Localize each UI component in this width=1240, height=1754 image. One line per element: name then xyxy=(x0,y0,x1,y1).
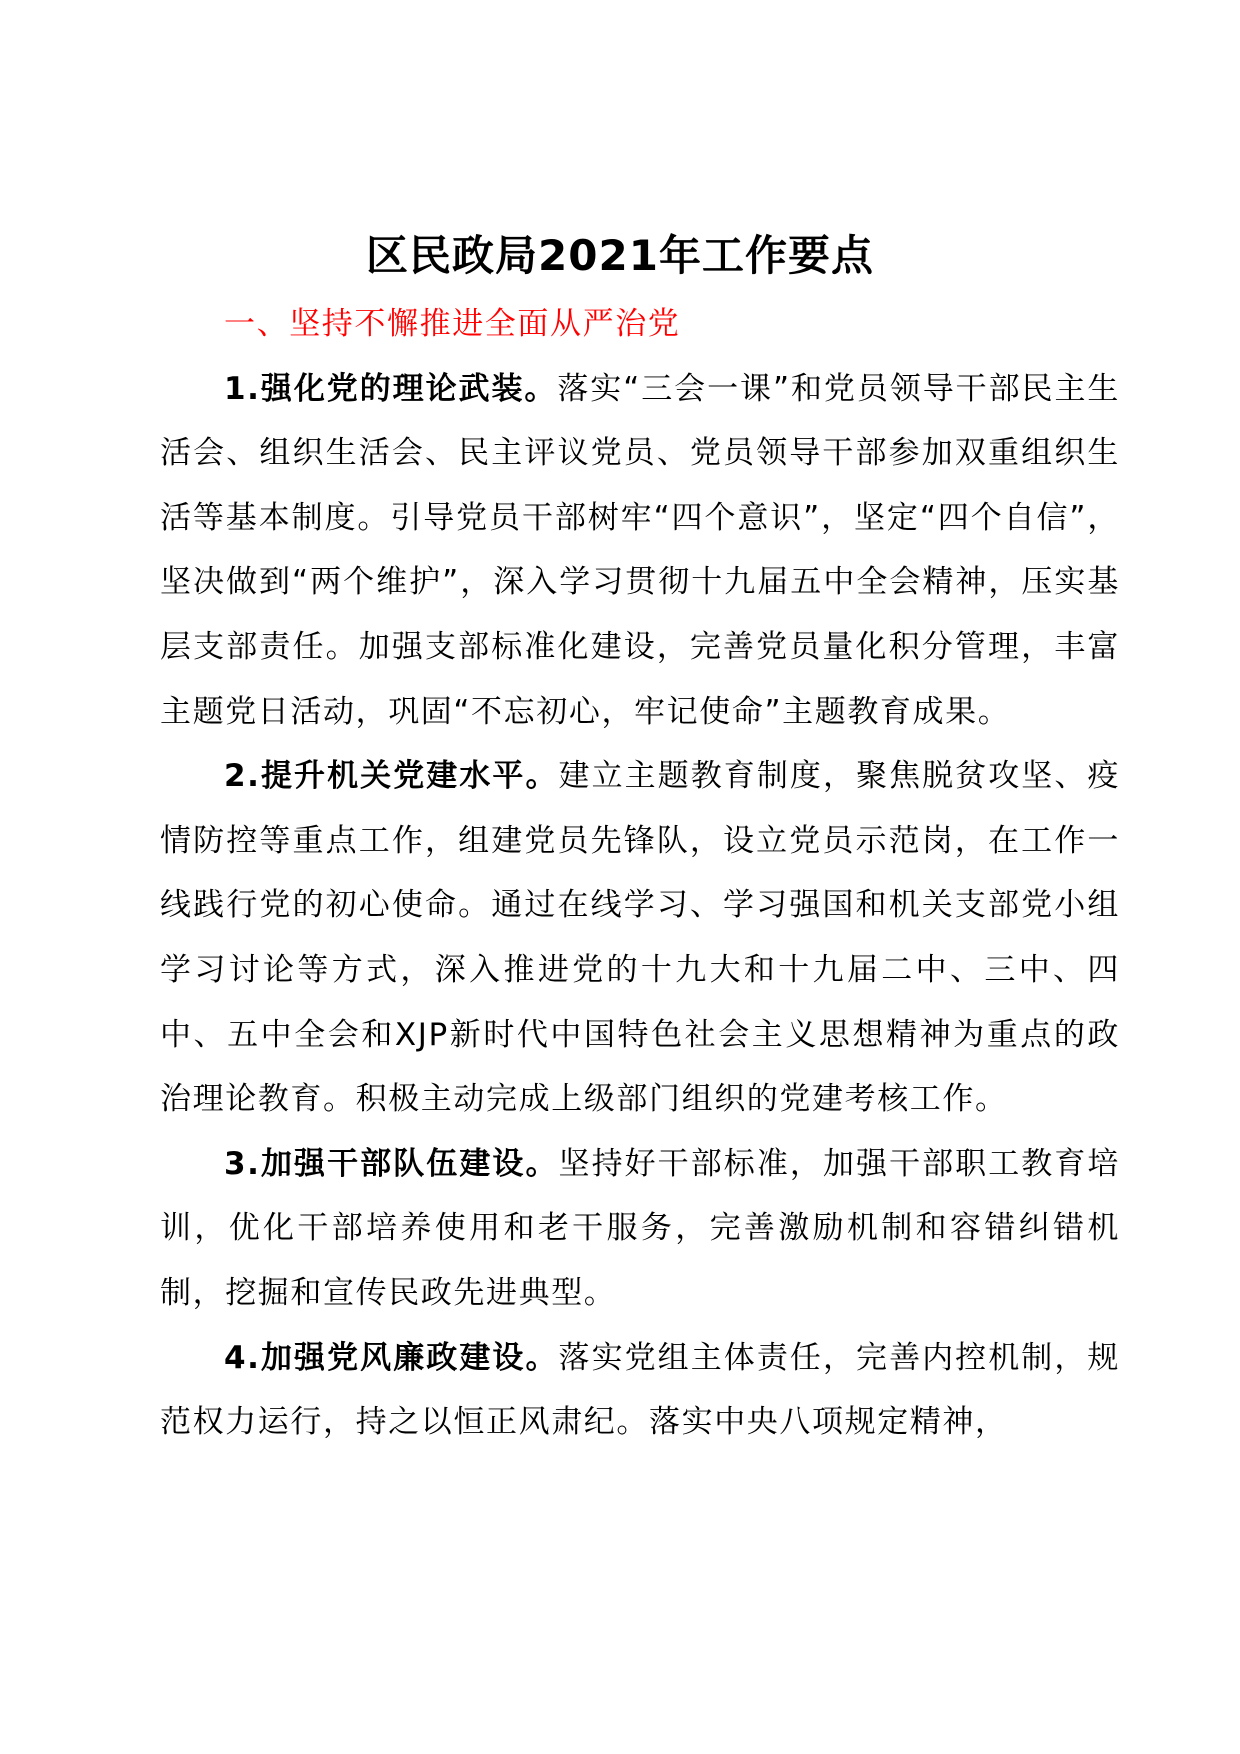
paragraph-item-4 xyxy=(160,1326,1120,1455)
section-heading: 一、坚持不懈推进全面从严治党 xyxy=(224,306,681,342)
paragraph-text: 落实党组主体责任，完善内控机制，规范权力运行，持之以恒正风肃纪。落实中央八项规定精神， xyxy=(160,1339,1121,1441)
paragraph-item-3 xyxy=(160,1132,1120,1326)
document-title: 区民政局2021年工作要点 xyxy=(366,231,874,281)
paragraph-text: 坚持好干部标准，加强干部职工教育培训，优化干部培养使用和老干服务，完善激励机制和容错纠错机制，挖掘和宣传民政先进典型。 xyxy=(160,1145,1121,1311)
paragraph-lead: 1.强化党的理论武装。 xyxy=(224,370,558,407)
document-body xyxy=(160,292,1120,1455)
paragraph-lead: 3.加强干部队伍建设。 xyxy=(224,1145,559,1182)
paragraph-lead: 4.加强党风廉政建设。 xyxy=(224,1339,559,1376)
paragraph-text: 建立主题教育制度，聚焦脱贫攻坚、疫情防控等重点工作，组建党员先锋队，设立党员示范岗，在工作一线践行党的初心使命。通过在线学习、学习强国和机关支部党小组学习讨论等方式，深入推进党的十九大和十九届二中、三中、四中、五中全会和XJP新时代中国特色社会主义思想精神为重点的政治理论教育。积极主动完成上级部门组织的党建考核工作。 xyxy=(160,758,1121,1118)
paragraph-item-2 xyxy=(160,744,1120,1132)
paragraph-text: 落实“三会一课”和党员领导干部民主生活会、组织生活会、民主评议党员、党员领导干部参加双重组织生活等基本制度。引导党员干部树牢“四个意识”，坚定“四个自信”，坚决做到“两个维护”，深入学习贯彻十九届五中全会精神，压实基层支部责任。加强支部标准化建设，完善党员量化积分管理，丰富主题党日活动，巩固“不忘初心，牢记使命”主题教育成果。 xyxy=(160,370,1120,730)
paragraph-lead: 2.提升机关党建水平。 xyxy=(224,758,559,795)
paragraph-item-1 xyxy=(160,357,1120,745)
